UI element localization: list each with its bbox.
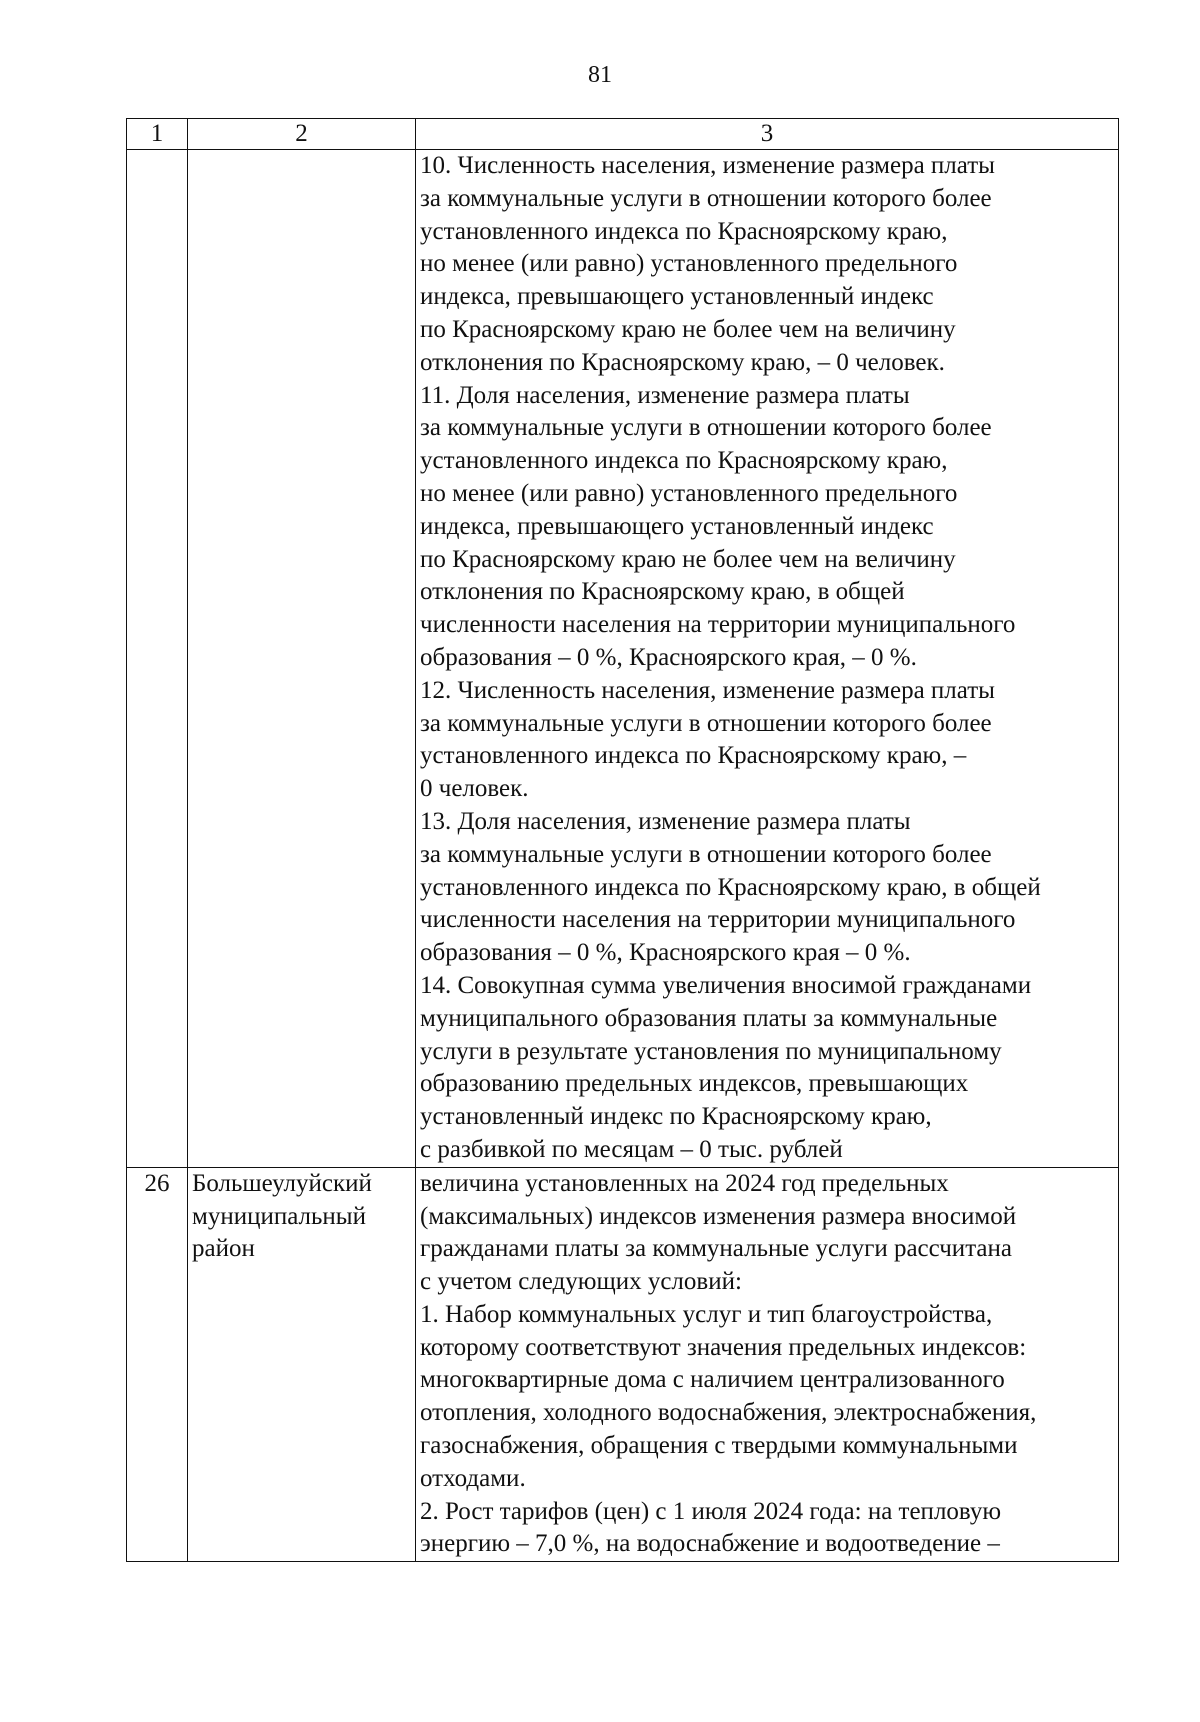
- page-number: 81: [588, 62, 612, 88]
- description-line: отходами.: [420, 1464, 526, 1492]
- description-line: гражданами платы за коммунальные услуги рассчитана: [420, 1235, 1012, 1263]
- row-number-cell: [127, 150, 188, 1168]
- header-col-3: 3: [416, 119, 1119, 150]
- header-col-2: 2: [188, 119, 416, 150]
- row-number-cell: 26: [127, 1167, 188, 1562]
- description-line: многоквартирные дома с наличием централизованного: [420, 1366, 1005, 1394]
- description-line: индекса, превышающего установленный индекс: [420, 512, 934, 540]
- description-line: индекса, превышающего установленный индекс: [420, 283, 934, 311]
- table-row: [127, 1167, 1119, 1562]
- description-line: отклонения по Красноярскому краю, в общей: [420, 578, 905, 606]
- description-line: но менее (или равно) установленного предельного: [420, 250, 958, 278]
- description-line: отклонения по Красноярскому краю, – 0 человек.: [420, 348, 945, 376]
- description-line: 10. Численность населения, изменение размера платы: [420, 152, 995, 179]
- description-line: образования – 0 %, Красноярского края, – 0 %.: [420, 643, 917, 671]
- description-line: газоснабжения, обращения с твердыми коммунальными: [420, 1432, 1018, 1460]
- description-line: установленного индекса по Красноярскому краю,: [420, 217, 948, 245]
- description-line: но менее (или равно) установленного предельного: [420, 479, 958, 507]
- description-line: энергию – 7,0 %, на водоснабжение и водоотведение –: [420, 1530, 1000, 1558]
- description-line: установленного индекса по Красноярскому краю, –: [420, 742, 967, 770]
- description-line: по Красноярскому краю не более чем на величину: [420, 545, 956, 573]
- municipality-cell: [188, 150, 416, 1168]
- description-cell: [416, 150, 1119, 1168]
- description-line: с разбивкой по месяцам – 0 тыс. рублей: [420, 1135, 843, 1163]
- description-line: которому соответствуют значения предельных индексов:: [420, 1333, 1027, 1361]
- description-line: 14. Совокупная сумма увеличения вносимой гражданами: [420, 971, 1032, 999]
- description-line: 0 человек.: [420, 775, 529, 803]
- municipality-name-line: муниципальный: [192, 1202, 366, 1230]
- municipality-cell: [188, 1167, 416, 1562]
- description-line: за коммунальные услуги в отношении которого более: [420, 709, 992, 737]
- description-line: за коммунальные услуги в отношении которого более: [420, 184, 992, 212]
- description-line: численности населения на территории муниципального: [420, 906, 1016, 934]
- description-line: 11. Доля населения, изменение размера платы: [420, 381, 910, 409]
- description-line: образования – 0 %, Красноярского края – 0 %.: [420, 939, 911, 967]
- description-line: установленный индекс по Красноярскому краю,: [420, 1103, 932, 1131]
- description-line: 2. Рост тарифов (цен) с 1 июля 2024 года: на тепловую: [420, 1497, 1002, 1525]
- description-line: 1. Набор коммунальных услуг и тип благоустройства,: [420, 1300, 993, 1328]
- description-line: 13. Доля населения, изменение размера платы: [420, 807, 911, 835]
- description-line: за коммунальные услуги в отношении которого более: [420, 414, 992, 442]
- header-col-1: 1: [127, 119, 188, 150]
- table-row: [127, 150, 1119, 1168]
- description-line: (максимальных) индексов изменения размера вносимой: [420, 1202, 1017, 1230]
- description-line: за коммунальные услуги в отношении которого более: [420, 840, 992, 868]
- description-cell: [416, 1167, 1119, 1562]
- description-line: услуги в результате установления по муниципальному: [420, 1037, 1002, 1065]
- document-table: [126, 118, 1119, 1562]
- description-line: 12. Численность населения, изменение размера платы: [420, 676, 995, 704]
- description-line: установленного индекса по Красноярскому краю, в общей: [420, 873, 1041, 901]
- description-line: образованию предельных индексов, превышающих: [420, 1070, 969, 1098]
- table-header-row: [127, 119, 1119, 150]
- description-line: по Красноярскому краю не более чем на величину: [420, 315, 956, 343]
- municipality-name-line: район: [192, 1235, 255, 1263]
- description-line: с учетом следующих условий:: [420, 1268, 742, 1296]
- description-line: отопления, холодного водоснабжения, электроснабжения,: [420, 1399, 1037, 1427]
- municipality-name-line: Большеулуйский: [192, 1169, 372, 1197]
- description-line: установленного индекса по Красноярскому краю,: [420, 447, 948, 475]
- description-line: величина установленных на 2024 год предельных: [420, 1169, 949, 1197]
- description-line: муниципального образования платы за коммунальные: [420, 1004, 998, 1032]
- description-line: численности населения на территории муниципального: [420, 611, 1016, 639]
